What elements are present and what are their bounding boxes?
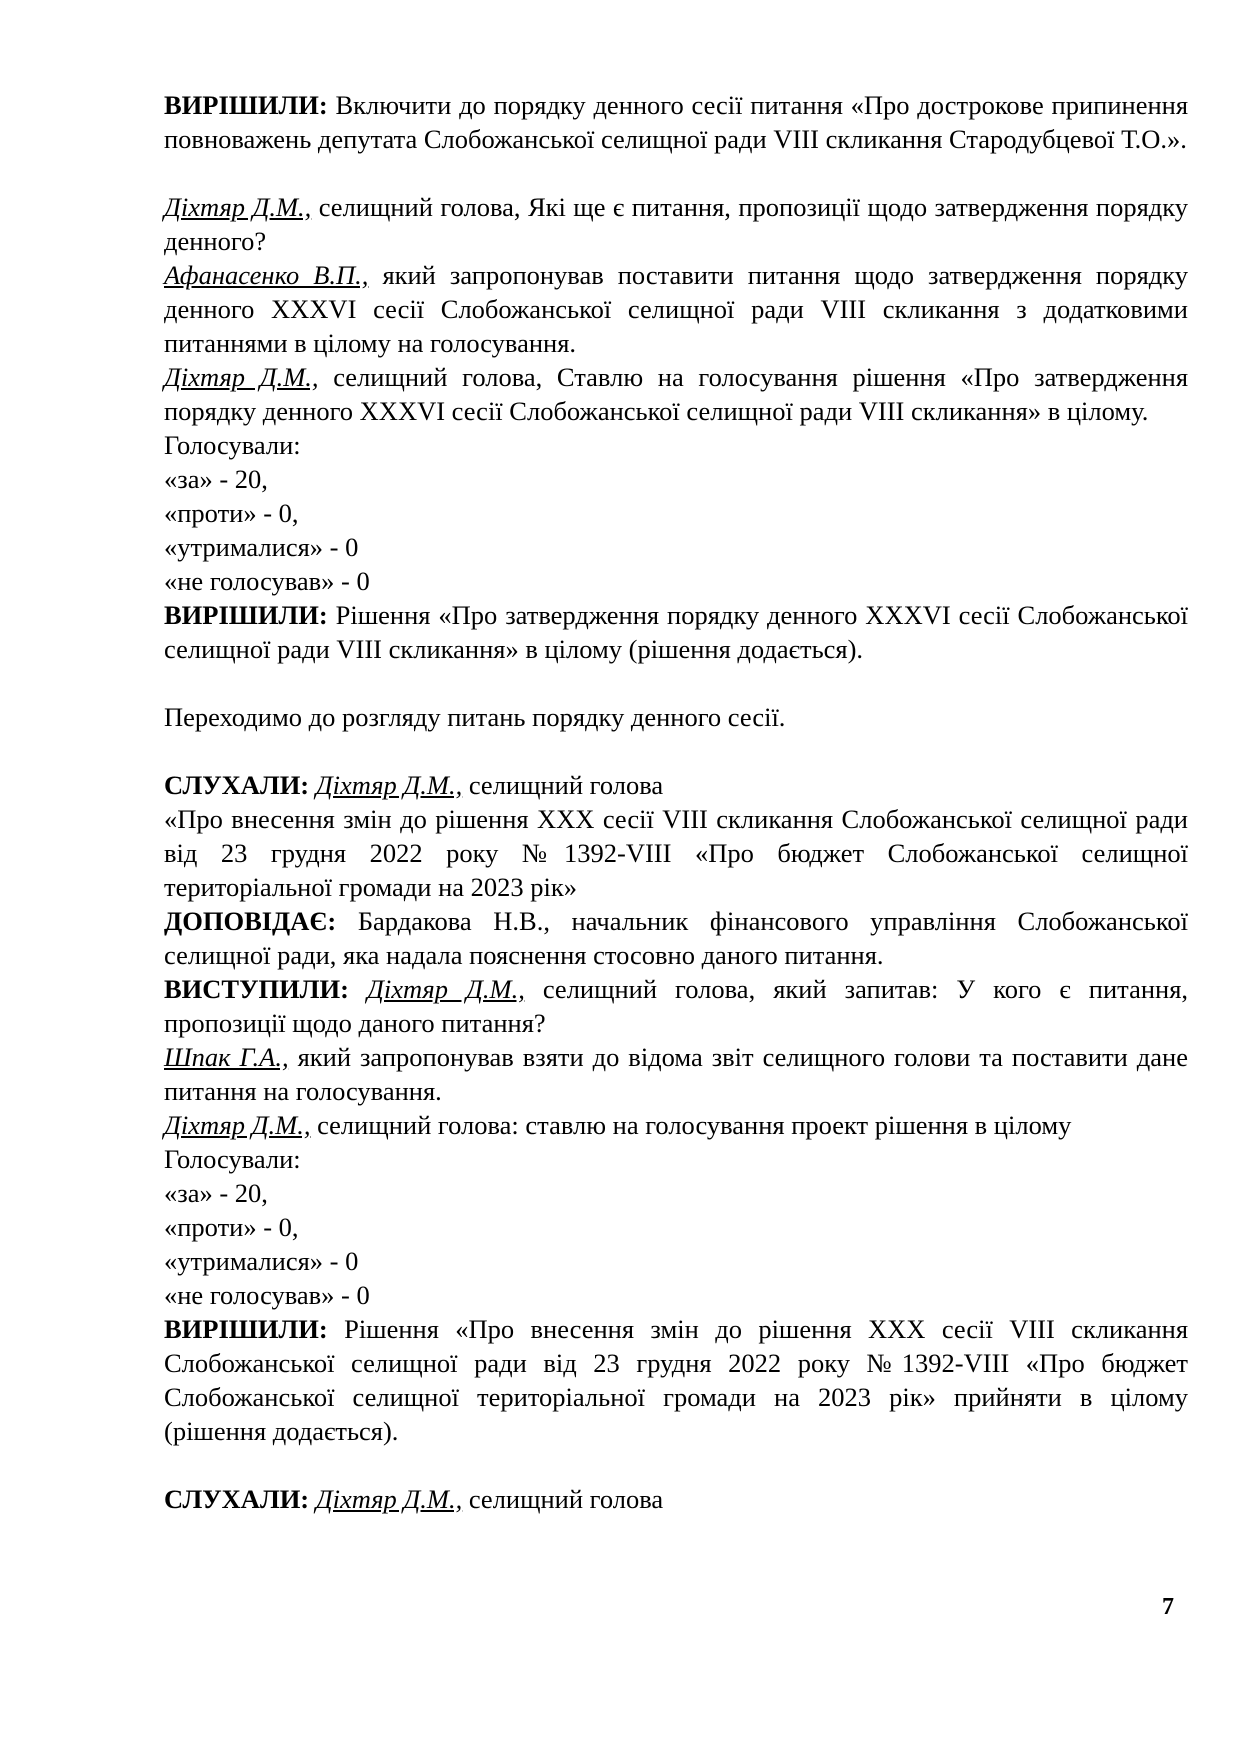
speaker-name: Діхтяр Д.М., [164,362,319,392]
document-page [164,88,1188,1516]
vote-not-voted: «не голосував» - 0 [164,566,370,596]
speech-paragraph [164,972,1188,1040]
decision-paragraph [164,88,1188,156]
speech-text: селищний голова, який запитав: У кого є питання, пропозиції щодо даного питання? [164,974,1189,1038]
heard-paragraph [164,1482,1188,1516]
vote-for: «за» - 20, [164,1178,268,1208]
vote-header: Голосували: [164,1144,301,1174]
decision-paragraph [164,598,1188,666]
page-number: 7 [1162,1594,1174,1620]
speaker-name: Діхтяр Д.М., [366,974,525,1004]
heard-paragraph [164,768,1188,802]
decision-text: Включити до порядку денного сесії питання «Про дострокове припинення повноважень депутата Слобожанської селищної ради VIII скликання Стародубцевої Т.О.». [164,90,1189,154]
vote-not-voted: «не голосував» - 0 [164,1280,370,1310]
vote-for: «за» - 20, [164,464,268,494]
speech-paragraph [164,1108,1188,1142]
speaker-name: Діхтяр Д.М., [315,770,463,800]
label-vyrishyly: ВИРІШИЛИ: [164,1314,328,1344]
vote-against: «проти» - 0, [164,498,299,528]
speaker-role: селищний голова [468,770,664,800]
speech-text: селищний голова, Які ще є питання, пропозиції щодо затвердження порядку денного? [164,192,1188,256]
speech-text: селищний голова: ставлю на голосування проект рішення в цілому [317,1110,1072,1140]
speech-paragraph [164,190,1188,258]
vote-header: Голосували: [164,430,301,460]
label-sluhaly: СЛУХАЛИ: [164,770,310,800]
speech-text: селищний голова, Ставлю на голосування рішення «Про затвердження порядку денного XXXVI сесії Слобожанської селищної ради VIII скликання» в цілому. [164,362,1189,426]
vote-against: «проти» - 0, [164,1212,299,1242]
transition-paragraph: Переходимо до розгляду питань порядку денного сесії. [164,702,786,732]
speaker-name: Шпак Г.А., [164,1042,289,1072]
speaker-name: Діхтяр Д.М., [164,192,312,222]
speech-text: який запропонував поставити питання щодо затвердження порядку денного XXXVI сесії Слобожанської селищної ради VIII скликання з додатковими питаннями в цілому на голосування. [164,260,1188,358]
label-vyrishyly: ВИРІШИЛИ: [164,600,328,630]
label-vystupyly: ВИСТУПИЛИ: [164,974,349,1004]
vote-abstain: «утрималися» - 0 [164,1246,359,1276]
decision-text: Рішення «Про затвердження порядку денного XXXVI сесії Слобожанської селищної ради VIII скликання» в цілому (рішення додається). [164,600,1188,664]
report-text: Бардакова Н.В., начальник фінансового управління Слобожанської селищної ради, яка надала пояснення стосовно даного питання. [164,906,1188,970]
speaker-name: Афанасенко В.П., [164,260,369,290]
agenda-item-title: «Про внесення змін до рішення XXX сесії VIII скликання Слобожанської селищної ради від 23 грудня 2022 року №1392-VIII «Про бюджет Слобожанської селищної територіальної громади на 2023 рік» [164,804,1188,902]
speech-paragraph [164,1040,1188,1108]
speaker-name: Діхтяр Д.М., [315,1484,463,1514]
speaker-name: Діхтяр Д.М., [164,1110,311,1140]
decision-text: Рішення «Про внесення змін до рішення XXX сесії VIII скликання Слобожанської селищної ради від 23 грудня 2022 року №1392-VIII «Про бюджет Слобожанської селищної територіальної громади на 2023 рік» прийняти в цілому (рішення додається). [164,1314,1189,1446]
report-paragraph [164,904,1188,972]
vote-abstain: «утрималися» - 0 [164,532,359,562]
speaker-role: селищний голова [468,1484,664,1514]
speech-paragraph [164,258,1188,360]
speech-paragraph [164,360,1188,428]
label-dopovidaie: ДОПОВІДАЄ: [164,906,337,936]
label-sluhaly: СЛУХАЛИ: [164,1484,310,1514]
label-vyrishyly: ВИРІШИЛИ: [164,90,328,120]
decision-paragraph [164,1312,1188,1448]
speech-text: який запропонував взяти до відома звіт селищного голови та поставити дане питання на голосування. [164,1042,1188,1106]
